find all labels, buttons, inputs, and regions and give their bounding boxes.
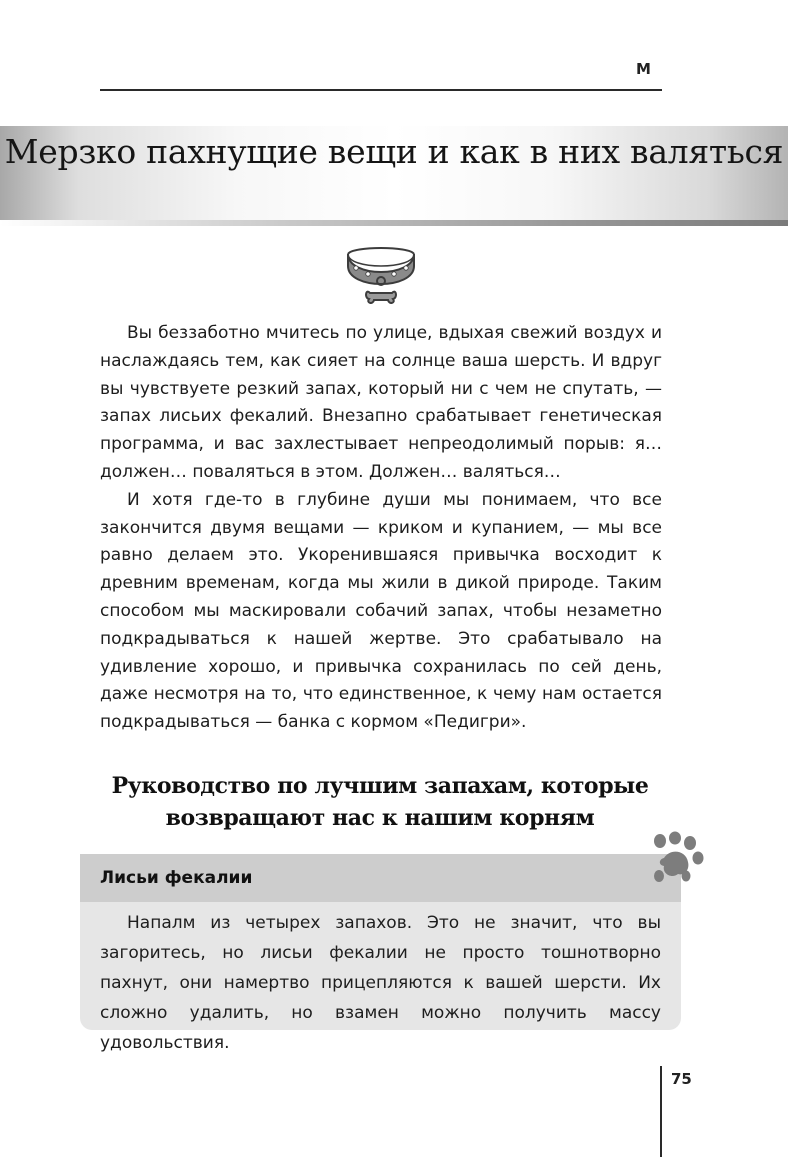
card-body	[80, 902, 681, 1058]
header-rule	[100, 89, 662, 91]
page-number: 75	[671, 1070, 692, 1088]
body-text	[100, 320, 662, 737]
running-head: М	[636, 60, 651, 78]
card-text: Напалм из четырех запахов. Это не значит, что вы загоритесь, но лисьи фекалии не просто тошнотворно пахнут, они намертво прицепляются к вашей шерсти. Их сложно удалить, но взамен можно получить массу удовольствия.	[100, 913, 661, 1053]
body-paragraph-1: Вы беззаботно мчитесь по улице, вдыхая свежий воздух и наслаждаясь тем, как сияет на солнце ваша шерсть. И вдруг вы чувствуете резкий запах, который ни с чем не спутать, — запах лисьих фекалий. Внезапно срабатывает генетическая программа, и вас захлестывает непреодолимый порыв: я… должен… поваляться в этом. Должен… валяться…	[100, 323, 662, 482]
dog-collar-icon	[342, 244, 420, 308]
footer-rule	[660, 1066, 662, 1157]
chapter-title: Мерзко пахнущие вещи и как в них валяться	[4, 132, 784, 171]
card-title: Лисьи фекалии	[80, 854, 681, 902]
info-card	[80, 854, 681, 1053]
section-title: Руководство по лучшим запахам, которые возвращают нас к нашим корням	[111, 773, 649, 831]
body-paragraph-2: И хотя где-то в глубине души мы понимаем, что все закончится двумя вещами — криком и купанием, — мы все равно делаем это. Укоренившаяся привычка восходит к древним временам, когда мы жили в дикой природе. Таким способом мы маскировали собачий запах, чтобы незаметно подкрадываться к нашей жертве. Это срабатывало на удивление хорошо, и привычка сохранилась по сей день, даже несмотря на то, что единственное, к чему нам остается подкрадываться — банка с кормом «Педигри».	[100, 489, 662, 733]
paw-print-icon	[650, 832, 706, 884]
